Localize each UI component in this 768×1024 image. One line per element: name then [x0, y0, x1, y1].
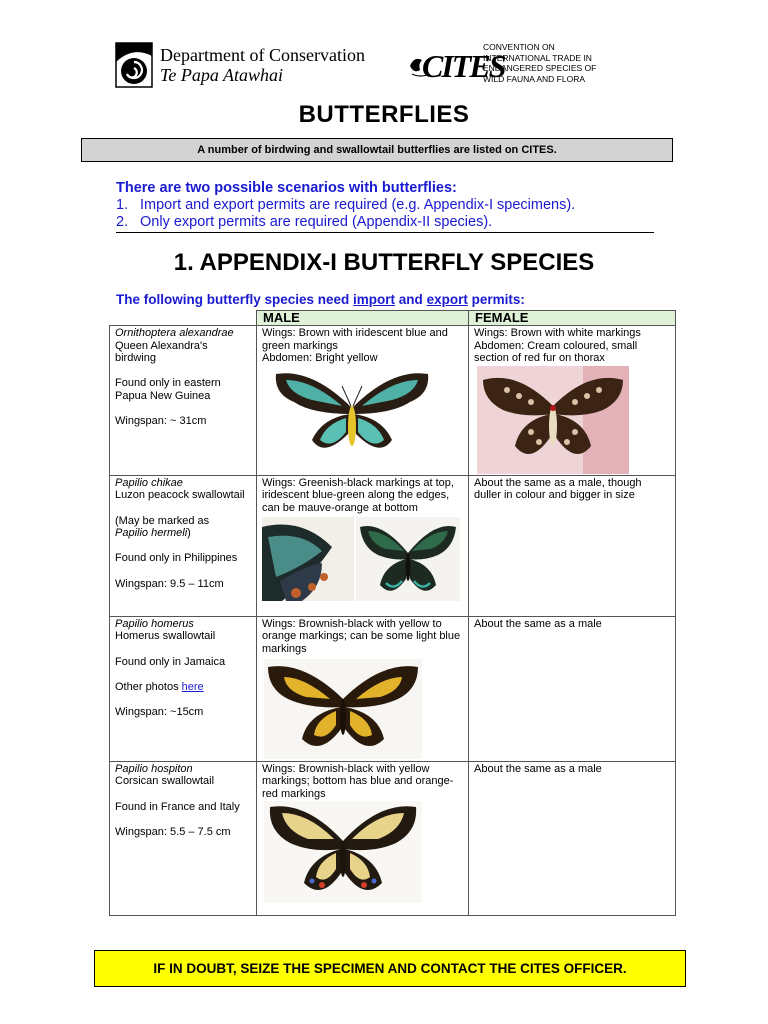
- scenario-text: Only export permits are required (Appendix-II species).: [140, 214, 493, 230]
- female-desc: About the same as a male: [474, 762, 602, 775]
- cites-logo: [408, 44, 505, 84]
- intro-before: The following butterfly species need: [116, 292, 354, 307]
- cites-banner: A number of birdwing and swallowtail butterflies are listed on CITES.: [81, 138, 673, 162]
- scientific-name: Papilio hospiton: [115, 762, 193, 775]
- peacock-wing-detail-photo: [262, 517, 354, 601]
- male-wings-desc: Wings: Brown with iridescent blue and green markings: [262, 327, 448, 352]
- birdwing-female-photo: [477, 366, 629, 474]
- wingspan-text: Wingspan: ~15cm: [115, 705, 204, 718]
- scenario-number: 2.: [116, 214, 129, 230]
- dept-maori-name: Te Papa Atawhai: [160, 65, 284, 85]
- intro-after: permits:: [467, 292, 525, 307]
- alias-name: Papilio hermeli: [115, 527, 188, 540]
- male-cell: [257, 475, 469, 616]
- other-photos-text: [115, 681, 251, 694]
- common-name: Luzon peacock swallowtail: [115, 489, 245, 502]
- svg-text:CITES: CITES: [422, 48, 505, 84]
- range-text: Found only in eastern Papua New Guinea: [115, 377, 221, 402]
- page-title: BUTTERFLIES: [298, 101, 470, 128]
- male-cell: [257, 616, 469, 761]
- male-abdomen-desc: Abdomen: Bright yellow: [262, 352, 378, 365]
- common-name: Queen Alexandra's birdwing: [115, 339, 208, 365]
- table-row: [110, 761, 676, 915]
- wingspan-text: Wingspan: 9.5 – 11cm: [115, 577, 224, 590]
- species-cell: [110, 326, 257, 476]
- cites-convention-text: [483, 42, 596, 84]
- other-photos-prefix: Other photos: [115, 680, 182, 693]
- scenario-item: [116, 214, 654, 231]
- scenario-text: Import and export permits are required (e.g. Appendix-I specimens).: [140, 197, 576, 213]
- doc-koru-logo: [115, 42, 153, 88]
- department-name: [160, 45, 365, 85]
- other-photos-link[interactable]: here: [181, 680, 204, 693]
- female-desc: About the same as a male: [474, 617, 602, 630]
- table-row: [110, 475, 676, 616]
- cites-line: INTERNATIONAL TRADE IN: [483, 52, 592, 63]
- header-female: FEMALE: [469, 311, 676, 326]
- table-header-row: [110, 311, 676, 326]
- header-male: MALE: [257, 311, 469, 326]
- male-wings-desc: Wings: Brownish-black with yellow markings; bottom has blue and orange-red markings: [262, 762, 454, 800]
- scientific-name: Papilio homerus: [115, 617, 194, 630]
- birdwing-male-photo: [272, 368, 432, 460]
- scenario-number: 1.: [116, 197, 129, 213]
- cites-officer-notice: IF IN DOUBT, SEIZE THE SPECIMEN AND CONTACT THE CITES OFFICER.: [94, 950, 686, 987]
- alias-text: [115, 515, 251, 540]
- male-cell: [257, 761, 469, 915]
- male-wings-desc: Wings: Brownish-black with yellow to orange markings; can be some light blue markings: [262, 617, 461, 655]
- cites-line: ENDANGERED SPECIES OF: [483, 63, 597, 73]
- import-word: import: [353, 292, 396, 307]
- alias-suffix: ): [187, 527, 191, 540]
- table-row: [110, 616, 676, 761]
- species-table: [109, 310, 676, 916]
- homerus-photo: [264, 659, 422, 759]
- female-cell: [469, 326, 676, 476]
- female-cell: [469, 761, 676, 915]
- wingspan-text: Wingspan: ~ 31cm: [115, 415, 207, 428]
- species-cell: [110, 616, 257, 761]
- female-desc: About the same as a male, though duller in colour and bigger in size: [474, 476, 642, 502]
- scenarios-heading: There are two possible scenarios with butterflies:: [116, 180, 457, 196]
- intro-text: [116, 292, 525, 307]
- table-row: [110, 326, 676, 476]
- scientific-name: Papilio chikae: [115, 476, 183, 489]
- female-abdomen-desc: Abdomen: Cream coloured, small section of red fur on thorax: [474, 339, 638, 365]
- dept-english-name: Department of Conservation: [160, 45, 365, 65]
- range-text: Found only in Philippines: [115, 552, 238, 565]
- hospiton-photo: [264, 801, 422, 903]
- intro-middle: and: [395, 292, 427, 307]
- peacock-male-photo: [356, 517, 460, 601]
- female-cell: [469, 475, 676, 616]
- wingspan-text: Wingspan: 5.5 – 7.5 cm: [115, 825, 231, 838]
- common-name: Homerus swallowtail: [115, 630, 216, 643]
- cites-line: WILD FAUNA AND FLORA: [483, 73, 586, 84]
- female-cell: [469, 616, 676, 761]
- male-cell: [257, 326, 469, 476]
- common-name: Corsican swallowtail: [115, 775, 215, 788]
- alias-prefix: (May be marked as: [115, 514, 210, 527]
- header-blank: [110, 311, 257, 326]
- male-wings-desc: Wings: Greenish-black markings at top, iridescent blue-green along the edges, can be mauve-orange at bottom: [262, 476, 454, 514]
- peacock-photos: [262, 517, 463, 601]
- section-title: 1. APPENDIX-I BUTTERFLY SPECIES: [173, 249, 595, 276]
- export-word: export: [426, 292, 468, 307]
- scenario-item: [116, 197, 654, 214]
- female-wings-desc: Wings: Brown with white markings: [474, 327, 641, 339]
- scenarios-block: [116, 180, 654, 233]
- range-text: Found only in Jamaica: [115, 655, 226, 668]
- species-cell: [110, 475, 257, 616]
- species-cell: [110, 761, 257, 915]
- scientific-name: Ornithoptera alexandrae: [115, 327, 234, 339]
- range-text: Found in France and Italy: [115, 800, 240, 813]
- cites-line: CONVENTION ON: [483, 42, 555, 52]
